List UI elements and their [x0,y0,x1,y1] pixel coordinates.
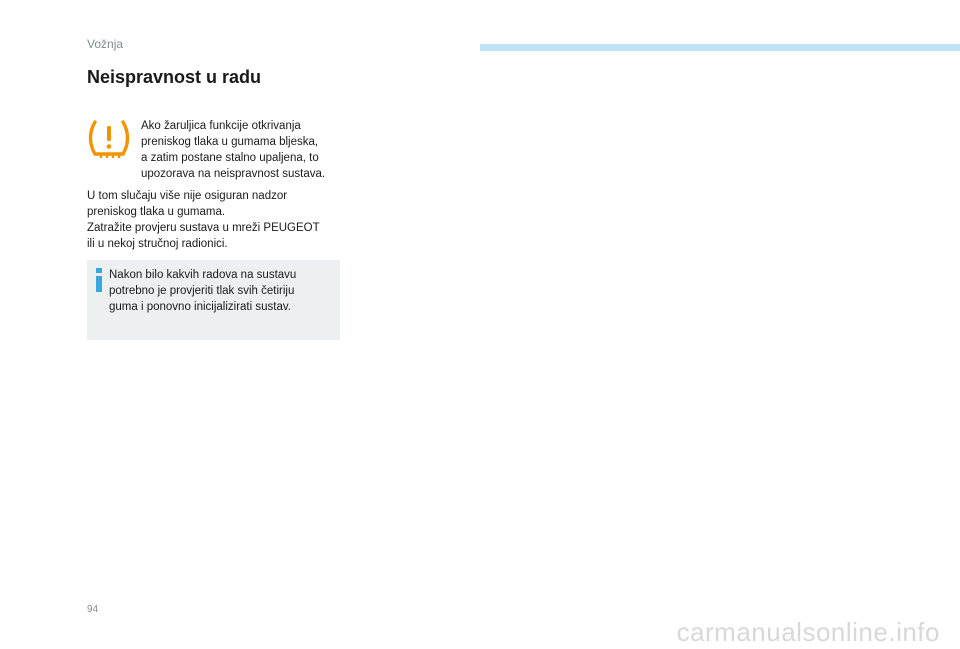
warning-text [141,118,351,182]
warning-text-line: upozorava na neispravnost sustava. [141,168,326,180]
watermark: carmanualsonline.info [676,617,940,647]
header-accent-bar [480,44,960,51]
page-number: 94 [87,604,99,615]
info-text-line: guma i ponovno inicijalizirati sustav. [109,301,291,313]
info-text-line: Nakon bilo kakvih radova na sustavu [109,269,297,281]
warning-text-line: a zatim postane stalno upaljena, to [141,152,319,164]
body-text-line: U tom slučaju više nije osiguran nadzor [87,190,288,202]
info-icon [95,268,103,292]
body-text [87,188,347,252]
warning-text-line: Ako žaruljica funkcije otkrivanja [141,120,301,132]
body-text-line: ili u nekoj stručnoj radionici. [87,238,228,250]
body-text-line: Zatražite provjeru sustava u mreži PEUGEOT [87,222,320,234]
section-label: Vožnja [87,37,124,51]
tire-pressure-warning-icon [87,118,131,158]
info-box [87,260,340,340]
info-text [109,267,335,315]
warning-text-line: preniskog tlaka u gumama bljeska, [141,136,319,148]
body-text-line: preniskog tlaka u gumama. [87,206,226,218]
page-title: Neispravnost u radu [87,67,262,87]
info-text-line: potrebno je provjeriti tlak svih četiriju [109,285,295,297]
